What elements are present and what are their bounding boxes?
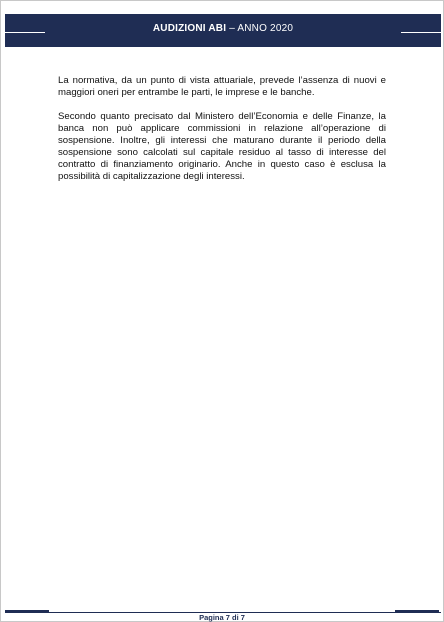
document-body bbox=[58, 75, 386, 195]
body-paragraph-1: La normativa, da un punto di vista attuariale, prevede l’assenza di nuovi e maggiori oneri per entrambe le parti, le imprese e le banche. bbox=[58, 75, 386, 98]
header-title-strong: AUDIZIONI ABI bbox=[152, 23, 227, 34]
header-title bbox=[5, 23, 441, 34]
header-title-year: ANNO 2020 bbox=[237, 23, 294, 34]
body-paragraph-2: Secondo quanto precisato dal Ministero dell’Economia e delle Finanze, la banca non può applicare commissioni in relazione all’operazione di sospensione. Inoltre, gli interessi che maturano durante il periodo della sospensione sono calcolati sul capitale residuo al tasso di interesse del contratto di finanziamento originario. Anche in questo caso è esclusa la possibilità di capitalizzazione degli interessi. bbox=[58, 111, 386, 182]
page-header bbox=[5, 14, 441, 47]
page-number: Pagina 7 di 7 bbox=[199, 613, 245, 622]
header-title-separator: – bbox=[226, 23, 238, 34]
